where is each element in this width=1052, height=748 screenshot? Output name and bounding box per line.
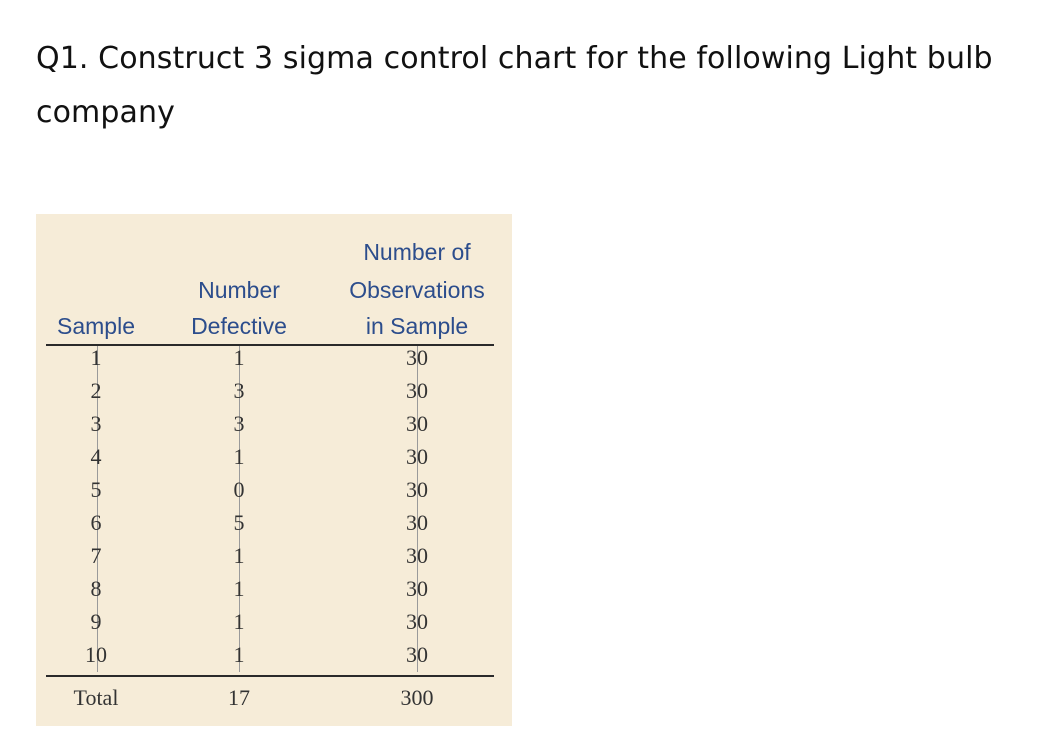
row-2-observations: 30 <box>406 378 428 403</box>
total-label: Total <box>73 685 119 710</box>
row-6-defective: 5 <box>233 510 245 535</box>
row-3-defective: 3 <box>233 411 245 436</box>
row-6-sample: 6 <box>90 510 102 535</box>
row-8-sample: 8 <box>90 576 102 601</box>
row-5-sample: 5 <box>90 477 102 502</box>
row-9-observations: 30 <box>406 609 428 634</box>
total-rule <box>46 675 494 677</box>
header-defective-line-2: Defective <box>191 313 287 339</box>
row-7-sample: 7 <box>90 543 102 568</box>
header-observations-line-2: Observations <box>349 277 485 303</box>
row-10-defective: 1 <box>233 642 245 667</box>
row-3-sample: 3 <box>90 411 102 436</box>
row-1-observations: 30 <box>406 345 428 370</box>
question-line-2: company <box>36 95 175 130</box>
question-line-1: Q1. Construct 3 sigma control chart for the following Light bulb <box>36 41 993 76</box>
row-3-observations: 30 <box>406 411 428 436</box>
header-observations-line-3: in Sample <box>365 313 469 339</box>
row-10-observations: 30 <box>406 642 428 667</box>
row-9-defective: 1 <box>233 609 245 634</box>
row-2-defective: 3 <box>233 378 245 403</box>
row-10-sample: 10 <box>85 642 107 667</box>
row-8-observations: 30 <box>406 576 428 601</box>
header-observations-line-1: Number of <box>363 239 471 265</box>
row-5-observations: 30 <box>406 477 428 502</box>
row-6-observations: 30 <box>406 510 428 535</box>
row-4-observations: 30 <box>406 444 428 469</box>
row-2-sample: 2 <box>90 378 102 403</box>
row-4-sample: 4 <box>90 444 102 469</box>
row-7-defective: 1 <box>233 543 245 568</box>
row-9-sample: 9 <box>90 609 102 634</box>
row-5-defective: 0 <box>233 477 245 502</box>
total-observations: 300 <box>400 685 434 710</box>
total-defective: 17 <box>228 685 250 710</box>
row-4-defective: 1 <box>233 444 245 469</box>
header-defective-line-1: Number <box>198 277 280 303</box>
row-8-defective: 1 <box>233 576 245 601</box>
row-1-defective: 1 <box>233 345 245 370</box>
row-7-observations: 30 <box>406 543 428 568</box>
row-1-sample: 1 <box>90 345 102 370</box>
question-text <box>36 32 1036 140</box>
data-table <box>36 214 512 726</box>
header-sample: Sample <box>57 313 135 339</box>
